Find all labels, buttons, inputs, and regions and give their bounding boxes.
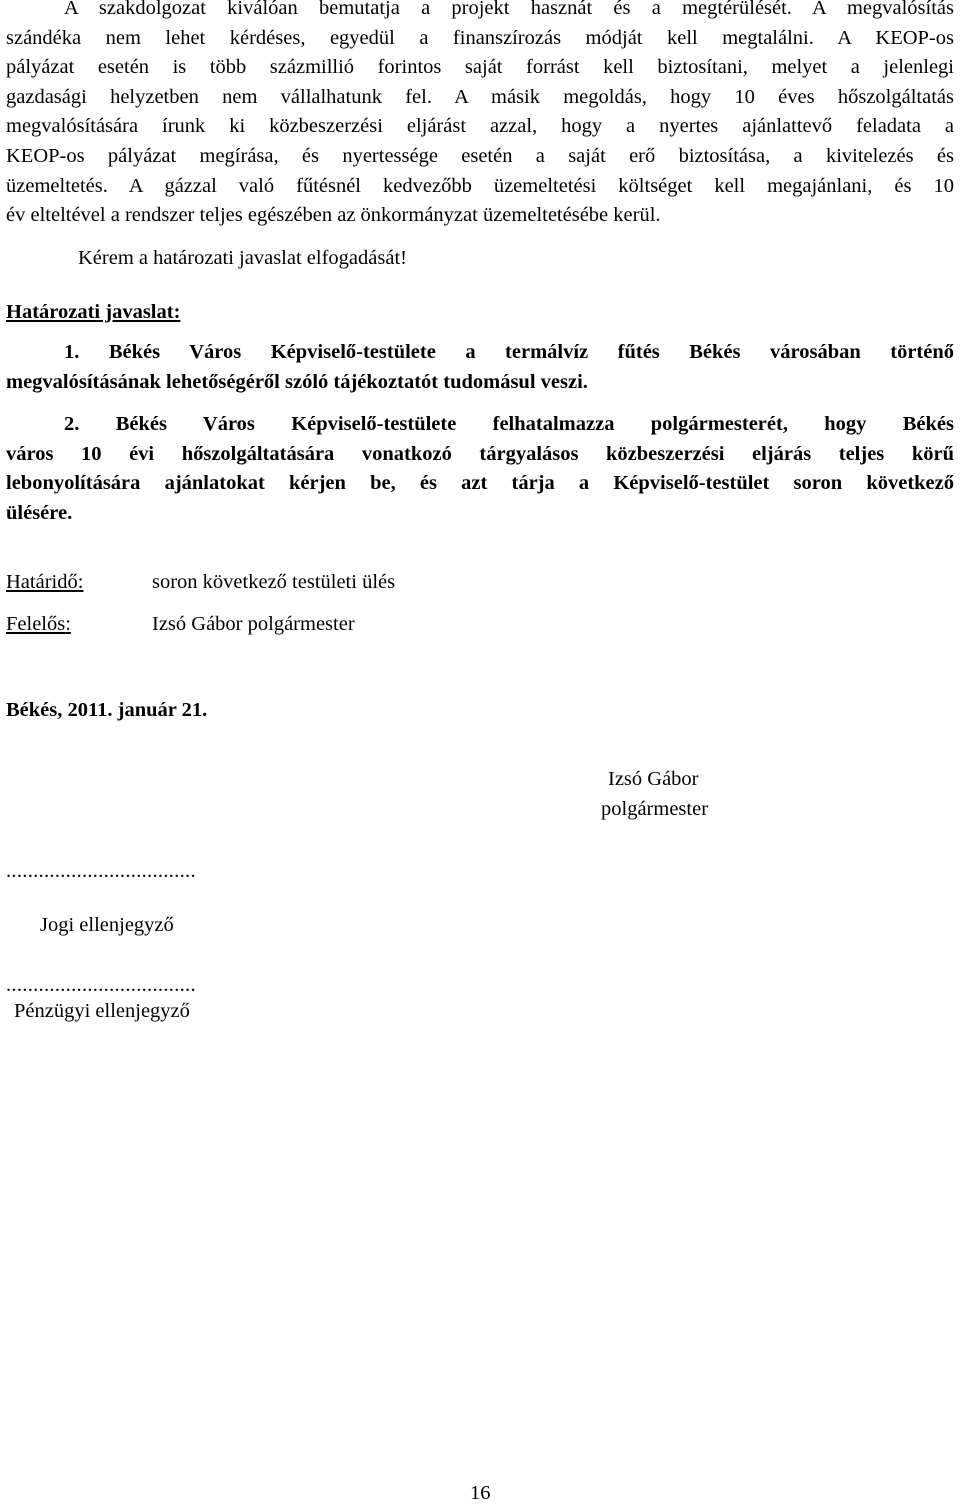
responsible-label: [6, 609, 71, 639]
body-line: KEOP-os pályázat megírása, és nyertessége esetén a saját erő biztosítása, a kivitelezés és: [6, 144, 954, 167]
body-line: A szakdolgozat kiválóan bemutatja a projekt hasznát és a megtérülését. A megvalósítás: [64, 0, 954, 19]
body-line: megvalósítására írunk ki közbeszerzési eljárást azzal, hogy a nyertes ajánlattevő feladata a: [6, 115, 954, 138]
signer-title: polgármester: [601, 798, 709, 820]
body-line: pályázat esetén is több százmillió forintos saját forrást kell biztosítani, melyet a jelenlegi: [6, 56, 954, 79]
resolution-line: 1. Békés Város Képviselő-testülete a termálvíz fűtés Békés városában történő: [64, 341, 954, 363]
request-text: Kérem a határozati javaslat elfogadását!: [78, 247, 407, 269]
legal-countersign-label: Jogi ellenjegyző: [40, 914, 174, 936]
body-line: szándéka nem lehet kérdéses, egyedül a finanszírozás módját kell megtalálni. A KEOP-os: [6, 26, 954, 49]
resolution-line: város 10 évi hőszolgáltatására vonatkozó tárgyalásos közbeszerzési eljárás teljes körű: [6, 442, 954, 465]
responsible-label-text: Felelős: [6, 613, 66, 635]
resolution-line: 2. Békés Város Képviselő-testülete felhatalmazza polgármesterét, hogy Békés: [64, 413, 954, 435]
resolution-line: ülésére.: [6, 501, 73, 524]
body-paragraph: [6, 0, 954, 231]
responsible-value: Izsó Gábor polgármester: [152, 613, 355, 635]
responsible-label-colon: :: [65, 613, 71, 635]
deadline-label: [6, 567, 83, 597]
financial-countersign-label: Pénzügyi ellenjegyző: [14, 1000, 190, 1022]
date-line: Békés, 2011. január 21.: [6, 699, 208, 721]
deadline-label-colon: :: [77, 571, 84, 593]
body-line: üzemeltetés. A gázzal való fűtésnél kedvezőbb üzemeltetési költséget kell megajánlani, és 10: [6, 174, 954, 197]
legal-signature-line: ...................................: [6, 860, 196, 882]
body-line: gazdasági helyzetben nem vállalhatunk fel. A másik megoldás, hogy 10 éves hőszolgáltatás: [6, 85, 954, 108]
proposal-heading: Határozati javaslat:: [6, 301, 181, 323]
financial-signature-line: ...................................: [6, 974, 196, 996]
body-line: év elteltével a rendszer teljes egészében az önkormányzat üzemeltetésébe kerül.: [6, 204, 661, 227]
page-number: 16: [470, 1482, 491, 1504]
resolution-line: megvalósításának lehetőségéről szóló tájékoztatót tudomásul veszi.: [6, 370, 588, 393]
resolution-1: [6, 338, 954, 397]
resolution-2: [6, 410, 954, 528]
deadline-value: soron következő testületi ülés: [152, 571, 396, 593]
signer-name: Izsó Gábor: [608, 768, 699, 790]
resolution-line: lebonyolítására ajánlatokat kérjen be, és azt tárja a Képviselő-testület soron következő: [6, 472, 954, 495]
deadline-label-text: Határidő: [6, 571, 78, 593]
